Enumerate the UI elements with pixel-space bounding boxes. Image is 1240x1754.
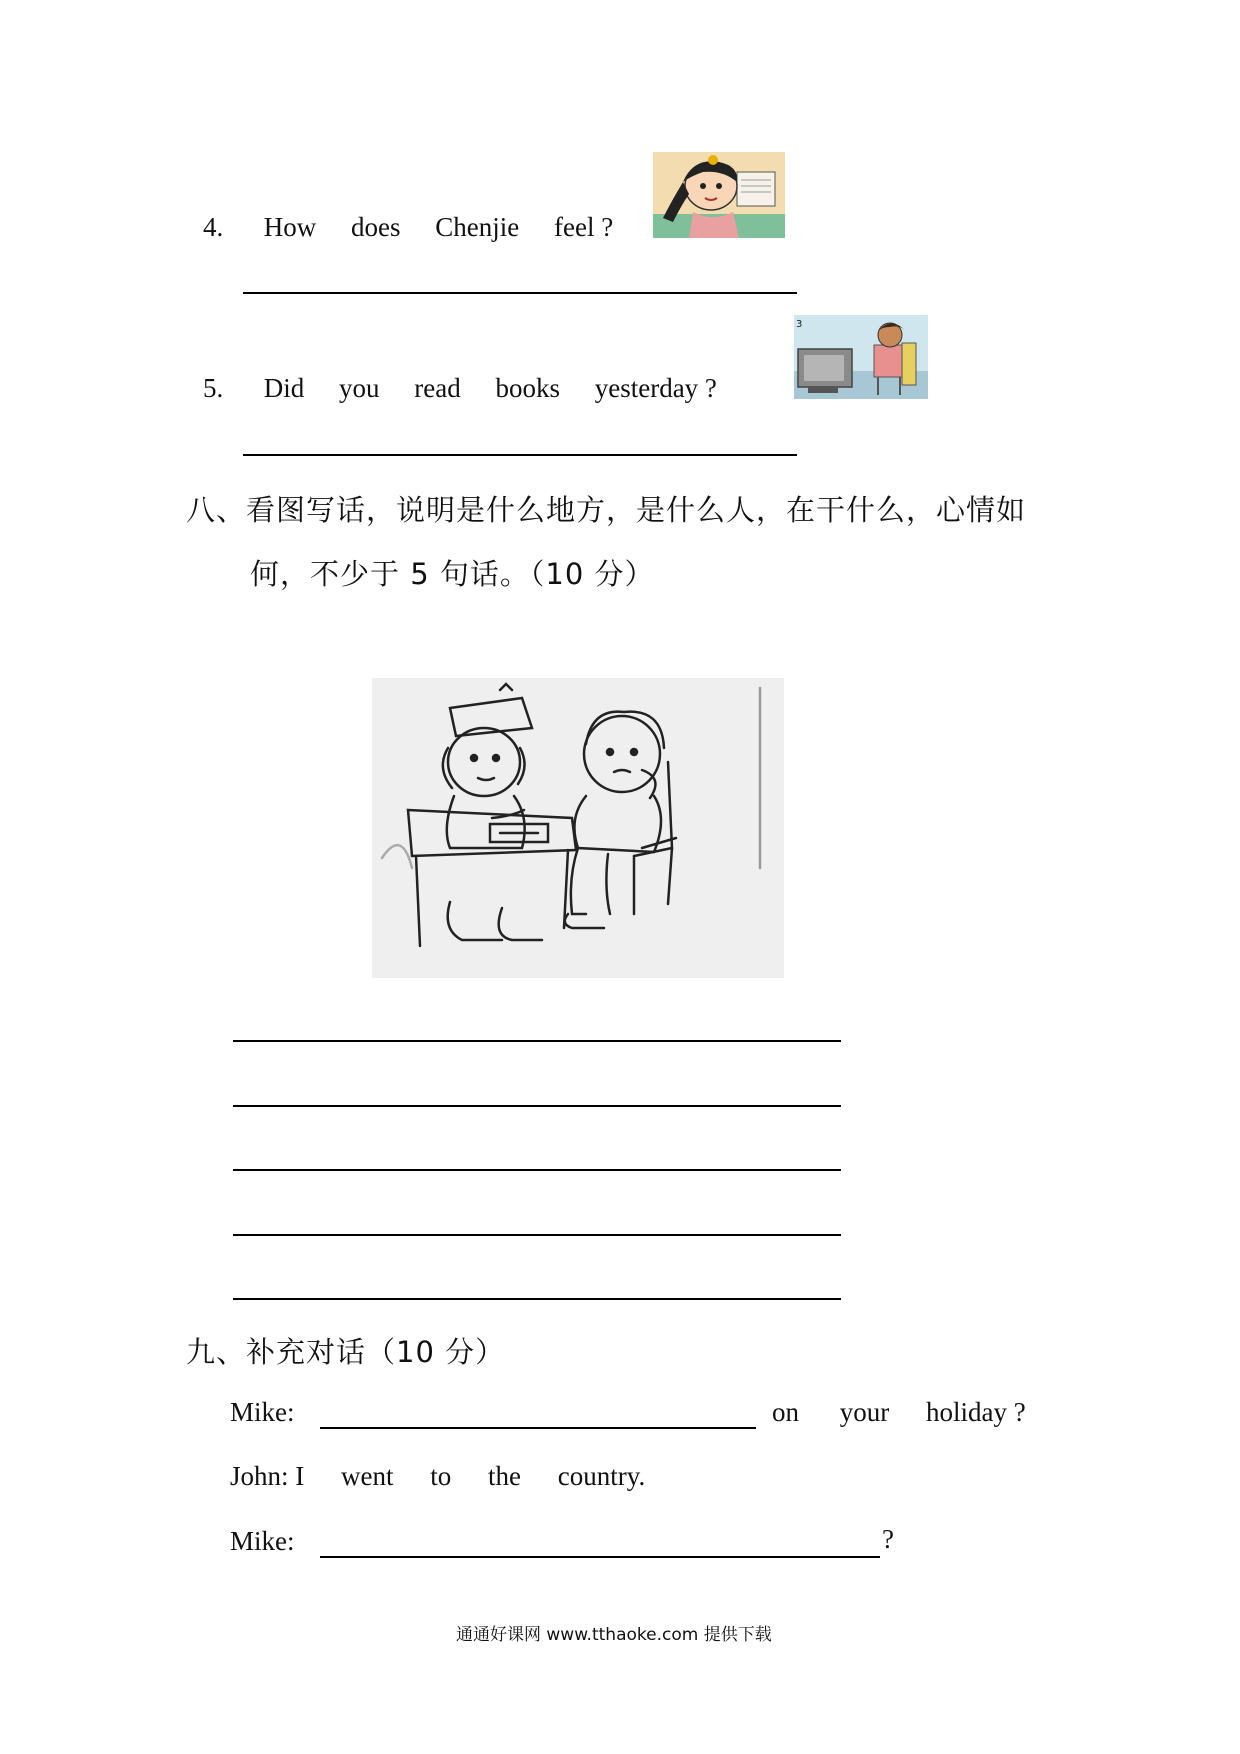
writing-line[interactable] <box>233 1105 841 1107</box>
writing-line[interactable] <box>233 1234 841 1236</box>
word: you <box>339 373 380 403</box>
dialogue-line-mike-1-tail <box>772 1397 1026 1428</box>
word: to <box>430 1461 452 1491</box>
page-footer: 通通好课网 www.tthaoke.com 提供下载 <box>456 1625 772 1645</box>
word: country. <box>557 1461 646 1491</box>
answer-line[interactable] <box>243 454 797 456</box>
speaker-label: Mike: <box>230 1397 295 1427</box>
girl-reading-illustration <box>653 152 785 238</box>
dialogue-line-john <box>230 1461 645 1492</box>
word: Did <box>263 373 305 403</box>
section-8-heading: 八、看图写话，说明是什么地方，是什么人，在干什么，心情如 <box>186 493 1027 527</box>
svg-text:3: 3 <box>796 319 803 330</box>
section-8-heading-cont: 何，不少于 5 句话。（10 分） <box>250 557 655 591</box>
dialogue-blank-2[interactable] <box>320 1556 880 1558</box>
writing-line[interactable] <box>233 1040 841 1042</box>
question-4 <box>203 212 613 243</box>
question-number: 5. <box>203 373 224 403</box>
word: feel ? <box>553 212 614 242</box>
word: books <box>495 373 560 403</box>
dialogue-question-mark: ? <box>882 1524 894 1554</box>
word: your <box>839 1397 890 1427</box>
writing-line[interactable] <box>233 1169 841 1171</box>
writing-line[interactable] <box>233 1298 841 1300</box>
word: How <box>263 212 317 242</box>
question-5 <box>203 373 717 404</box>
word: holiday ? <box>926 1397 1026 1427</box>
dialogue-blank-1[interactable] <box>320 1427 756 1429</box>
word: went <box>341 1461 394 1491</box>
speaker-label: Mike: <box>230 1526 295 1556</box>
word: yesterday ? <box>594 373 717 403</box>
doctor-patient-sketch <box>372 678 784 978</box>
question-number: 4. <box>203 212 224 242</box>
tv-watching-illustration <box>794 315 928 399</box>
word: does <box>351 212 401 242</box>
word: Chenjie <box>435 212 520 242</box>
word: John: I <box>230 1461 305 1491</box>
word: read <box>414 373 461 403</box>
section-9-heading: 九、补充对话（10 分） <box>186 1335 506 1369</box>
word: on <box>772 1397 799 1427</box>
dialogue-line-mike-2 <box>230 1526 295 1557</box>
word: the <box>488 1461 521 1491</box>
dialogue-line-mike-1 <box>230 1397 295 1428</box>
answer-line[interactable] <box>243 292 797 294</box>
